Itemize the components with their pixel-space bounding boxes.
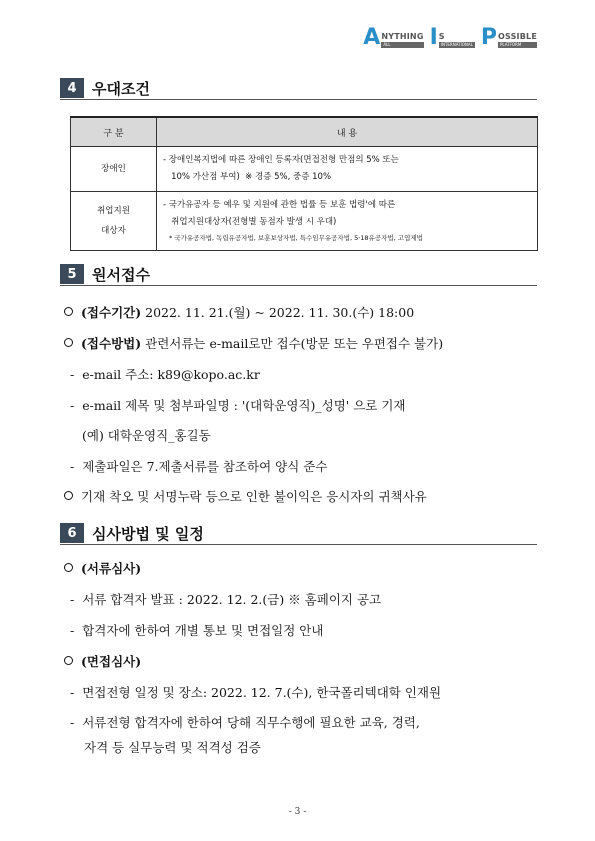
category-line: 대상자 (101, 226, 126, 236)
section-title: 원서접수 (92, 265, 150, 284)
circle-bullet-icon (64, 307, 73, 316)
circle-bullet-icon (64, 491, 73, 500)
circle-bullet-icon (64, 563, 73, 572)
page-number: - 3 - (288, 807, 307, 817)
logo-letter: I (429, 25, 438, 50)
table-header-row (71, 117, 538, 147)
item-text: 면접전형 일정 및 장소: 2022. 12. 7.(수), 한국폴리텍대학 인재원 (82, 685, 442, 700)
logo-word: S (438, 32, 445, 41)
item-label: (서류심사) (81, 561, 142, 576)
table-cell-category: 장애인 (71, 147, 157, 192)
list-item (70, 367, 260, 383)
table-header-content: 내 용 (157, 117, 538, 147)
item-text: 기재 착오 및 서명누락 등으로 인한 불이익은 응시자의 귀책사유 (81, 489, 427, 504)
list-item (70, 715, 420, 731)
list-item (70, 623, 323, 639)
circle-bullet-icon (64, 338, 73, 347)
item-text: 제출파일은 7.제출서류를 참조하여 양식 준수 (82, 459, 328, 474)
logo-word: NYTHING (381, 32, 424, 41)
category-line: 취업지원 (97, 206, 130, 216)
dash-bullet: - (70, 398, 75, 413)
item-text: e-mail 제목 및 첨부파일명 : '(대학운영직)_성명' 으로 기재 (82, 398, 406, 413)
list-item (64, 561, 141, 577)
section-title: 심사방법 및 일정 (92, 524, 204, 543)
logo-sub: ALL (381, 42, 423, 48)
item-label: (접수기간) (81, 305, 142, 320)
content-line: 10% 가산점 부여) ※ 경증 5%, 중증 10% (163, 172, 332, 182)
table-header-category: 구 분 (71, 117, 157, 147)
content-line: - 국가유공자 등 예우 및 지원에 관한 법률 등 보훈 법령'에 따른 (163, 200, 396, 210)
logo-letter: A (363, 25, 381, 50)
list-item (70, 398, 405, 414)
item-text: (예) 대학운영직_홍길동 (82, 428, 211, 443)
dash-bullet: - (70, 367, 75, 382)
section-header-5 (60, 263, 537, 286)
item-label: (면접심사) (81, 654, 142, 669)
logo-sub: PLATFORM (498, 42, 537, 48)
dash-bullet: - (70, 685, 75, 700)
item-text: 관련서류는 e-mail로만 접수(방문 또는 우편접수 불가) (141, 336, 444, 351)
list-item (64, 654, 141, 670)
list-item (70, 592, 381, 608)
content-note: * 국가유공자법, 독립유공자법, 보훈보상자법, 특수임무유공자법, 5·18유공자법, 고엽제법 (169, 234, 423, 242)
table-cell-content (157, 192, 538, 251)
dash-bullet: - (70, 459, 75, 474)
section-header-6 (60, 522, 537, 545)
section-title: 우대조건 (92, 79, 150, 98)
item-text: 2022. 11. 21.(월) ~ 2022. 11. 30.(수) 18:00 (141, 305, 415, 320)
dash-bullet: - (70, 715, 75, 730)
list-item (70, 459, 327, 475)
list-item (84, 740, 261, 756)
table-cell-category (71, 192, 157, 251)
item-text: 자격 등 실무능력 및 적격성 검증 (84, 740, 261, 755)
section-header-4 (60, 77, 537, 100)
list-item (64, 305, 414, 321)
content-line: - 장애인복지법에 따른 장애인 등록자(면접전형 만점의 5% 또는 (163, 155, 399, 165)
brand-logo (363, 25, 537, 50)
item-text: 합격자에 한하여 개별 통보 및 면접일정 안내 (82, 623, 324, 638)
list-item (70, 685, 441, 701)
logo-group-i (429, 25, 475, 50)
logo-group-a (363, 25, 424, 50)
item-text: 서류전형 합격자에 한하여 당해 직무수행에 필요한 교육, 경력, (82, 715, 420, 730)
logo-letter: P (480, 25, 497, 50)
section-number: 6 (60, 523, 84, 543)
item-label: (접수방법) (81, 336, 142, 351)
item-text: e-mail 주소: k89@kopo.ac.kr (82, 367, 260, 382)
logo-group-p (480, 25, 537, 50)
list-item (64, 489, 427, 505)
circle-bullet-icon (64, 656, 73, 665)
logo-sub: INTERNATIONAL (440, 42, 473, 47)
list-item (64, 336, 443, 352)
item-text: 서류 합격자 발표 : 2022. 12. 2.(금) ※ 홈페이지 공고 (82, 592, 382, 607)
dash-bullet: - (70, 592, 75, 607)
list-item (82, 428, 211, 444)
table-row (71, 192, 538, 251)
table-cell-content (157, 147, 538, 192)
content-line: 취업지원대상자(전형별 동점자 발생 시 우대) (163, 217, 337, 227)
logo-word: OSSIBLE (497, 32, 537, 41)
section-number: 5 (60, 264, 84, 284)
dash-bullet: - (70, 623, 75, 638)
preference-table (70, 116, 538, 251)
table-row (71, 147, 538, 192)
section-number: 4 (60, 78, 84, 98)
